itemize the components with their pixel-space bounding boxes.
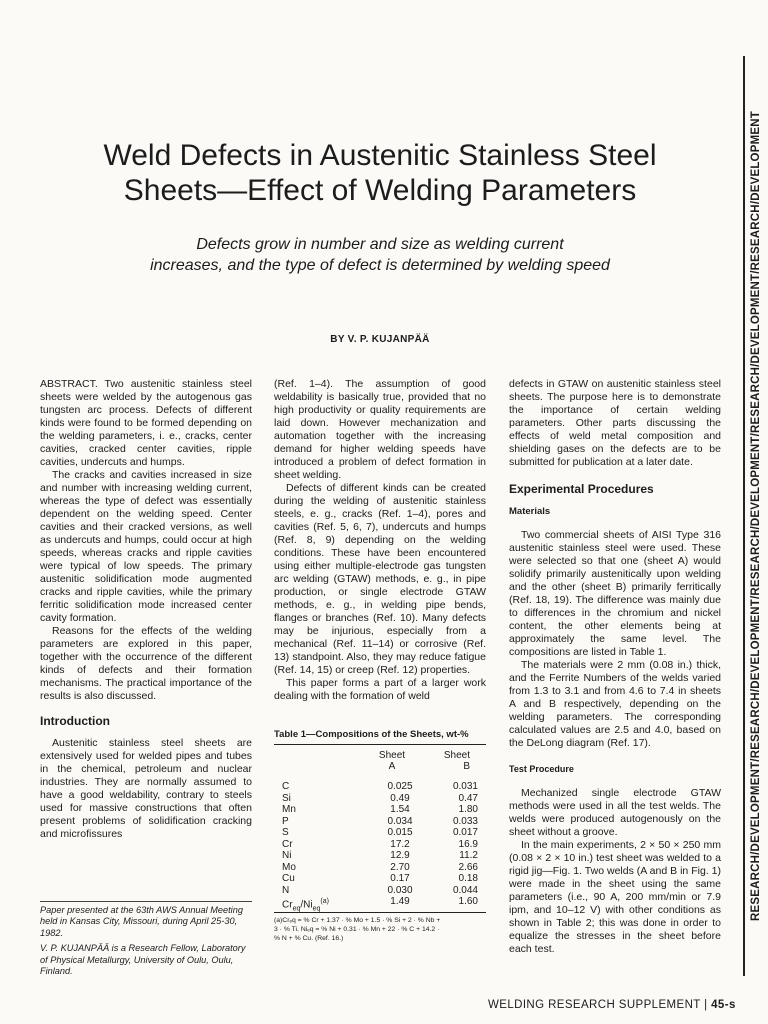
- subtitle-line-1: Defects grow in number and size as welding current: [196, 236, 564, 253]
- table-cell-sheet-a: 0.034: [387, 815, 413, 827]
- table-cell-sheet-a: 0.025: [387, 781, 413, 792]
- table-row: [274, 827, 486, 839]
- table-row: [274, 781, 486, 793]
- table-cell-sheet-b: 2.66: [458, 861, 478, 873]
- table-cell-sheet-a: 1.54: [390, 804, 410, 815]
- table-1-header: [274, 750, 486, 772]
- table-cell-sheet-a: 0.015: [387, 827, 413, 838]
- table-cell-sheet-b: 1.80: [458, 804, 478, 815]
- table-cell-sheet-a: 0.17: [390, 873, 410, 884]
- materials-paragraph-2: The materials were 2 mm (0.08 in.) thick, and the Ferrite Numbers of the welds varied from 1.3 to 3.1 and from 4.6 to 7.4 in sheets A and B respectively, depending on the welding parameters. The corresponding calculated values are 2.5 and 4.0, based on the DeLong diagram (Ref. 17).: [509, 659, 721, 749]
- table-cell-sheet-a: 1.49: [390, 896, 410, 907]
- test-procedure-paragraph-2: In the main experiments, 2 × 50 × 250 mm (0.08 × 2 × 10 in.) test sheet was welded to a rigid jig—Fig. 1. Two welds (A and B in Fig. 1) were made in the sheet using the same parameters (i.e., 90 A, 200 mm/min or 7.9 ipm, and 10–12 V) with other conditions as shown in Table 2; this was done in order to equalize the stresses in the sheet before each test.: [509, 839, 721, 955]
- table-cell-element: S: [282, 827, 289, 838]
- table-row: [274, 816, 486, 828]
- table-1: [274, 729, 486, 943]
- author-footnote: [40, 901, 252, 981]
- page-number: 45-s: [711, 999, 736, 1011]
- column-3: [509, 378, 721, 956]
- table-row: [274, 862, 486, 874]
- table-cell-sheet-a: 12.9: [390, 850, 410, 861]
- header-sheet-b-label: Sheet: [443, 750, 470, 761]
- table-row: [274, 873, 486, 885]
- table-cell-sheet-a: 17.2: [390, 838, 410, 850]
- table-cell-sheet-a: 0.030: [387, 884, 413, 896]
- table-cell-sheet-b: 0.47: [458, 792, 478, 804]
- table-row: [274, 804, 486, 816]
- table-cell-sheet-b: 0.18: [458, 873, 478, 884]
- test-procedure-paragraph-1: Mechanized single electrode GTAW methods were used in all the test welds. The welds were produced autogenously on the sheet without a groove.: [509, 787, 721, 838]
- article-subtitle: [80, 234, 680, 276]
- ratio-sub-1: eq: [292, 905, 301, 913]
- table-cell-sheet-b: 1.60: [458, 896, 478, 907]
- table-cell-element: C: [282, 781, 290, 792]
- table-cell-sheet-b: 11.2: [459, 850, 478, 861]
- table-cell-sheet-b: 0.017: [452, 827, 478, 838]
- table-1-header-sheet-a: [364, 750, 420, 772]
- body-paragraph-col2-3: This paper forms a part of a larger work dealing with the formation of weld: [274, 677, 486, 702]
- ratio-label: Cr: [282, 899, 293, 911]
- footnote-affiliation: V. P. KUJANPÄÄ is a Research Fellow, Laboratory of Physical Metallurgy, University of Oulu, Oulu, Finland.: [40, 943, 246, 977]
- column-1: [40, 378, 252, 841]
- table-cell-element: Mn: [282, 804, 296, 815]
- body-paragraph-col2-1: (Ref. 1–4). The assumption of good weldability is basically true, provided that no high productivity or quality requirements are laid down. However mechanization and automation together with the increasing demand for higher welding speeds have introduced a problem of defect formation in sheet welding.: [274, 378, 486, 481]
- table-1-title: Table 1—Compositions of the Sheets, wt-%: [274, 729, 469, 740]
- table-cell-sheet-b: 16.9: [458, 838, 478, 850]
- ratio-mid: /Ni: [300, 899, 313, 911]
- table-row: [274, 850, 486, 862]
- subtitle-line-2: increases, and the type of defect is determined by welding speed: [150, 257, 610, 274]
- experimental-procedures-heading: Experimental Procedures: [509, 482, 654, 496]
- test-procedure-subheading: Test Procedure: [509, 764, 574, 774]
- table-1-top-rule: [274, 744, 486, 745]
- header-sheet-a-letter: A: [388, 761, 396, 772]
- table-cell-sheet-b: 0.031: [452, 781, 478, 792]
- table-row: [274, 839, 486, 851]
- table-cell-element: Mo: [282, 861, 296, 873]
- author-byline: BY V. P. KUJANPÄÄ: [330, 334, 430, 345]
- footer-journal-name: WELDING RESEARCH SUPPLEMENT: [488, 999, 701, 1011]
- table-cell-sheet-a: 0.49: [390, 792, 410, 804]
- table-1-header-sheet-b: [420, 750, 470, 772]
- table-cell-sheet-b: 0.033: [452, 815, 478, 827]
- table-cell-element: [274, 896, 372, 913]
- materials-paragraph-1: Two commercial sheets of AISI Type 316 austenitic stainless steel were used. These were selected so that one (sheet A) would solidify primarily austenitically upon welding and the other (sheet B) primarily ferritically (Ref. 18, 19). The difference was mainly due to differences in the chromium and nickel content, the other elements being at approximately the same level. The compositions are listed in Table 1.: [509, 529, 721, 658]
- table-row: [274, 885, 486, 897]
- table-1-header-element: [274, 750, 364, 772]
- running-footer: [488, 999, 736, 1011]
- table-cell-element: P: [282, 815, 289, 827]
- table-cell-element: Si: [282, 792, 291, 804]
- body-paragraph-col3-1: defects in GTAW on austenitic stainless steel sheets. The purpose here is to demonstrate the importance of certain welding parameters. Other parts discussing the effects of weld metal composition and shielding gases on the defects are to be submitted for publication at a later date.: [509, 378, 721, 468]
- abstract-paragraph-2: The cracks and cavities increased in size and number with increasing welding current, whereas the type of defect was essentially dependent on the welding speed. Center cavities and their cracked versions, as well as undercuts and humps, could occur at high speeds, whereas cracks and ripple cavities were typical of low speeds. The primary austenitic solidification mode augmented cracks and ripple cavities, while the primary ferritic solidification mode increased center cavity formation.: [40, 469, 252, 624]
- table-cell-element: Cu: [282, 873, 295, 884]
- ratio-footnote-mark: (a): [320, 898, 329, 905]
- table-cell-sheet-b: 0.044: [452, 884, 478, 896]
- table-cell-sheet-a: 2.70: [390, 861, 410, 873]
- ratio-sub-2: eq: [312, 905, 321, 913]
- footnote-meeting: Paper presented at the 63th AWS Annual Meeting held in Kansas City, Missouri, during April 25-30, 1982.: [40, 905, 243, 938]
- article-title: [60, 138, 700, 208]
- abstract-paragraph-3: Reasons for the effects of the welding parameters are explored in this paper, together with the occurrence of the different kinds of defects and their formation mechanisms. The practical importance of the results is also discussed.: [40, 625, 252, 702]
- table-footnote-line-2: 3 · % Ti. Niₑq = % Ni + 0.31 · % Mn + 22 · % C + 14.2 ·: [274, 925, 440, 933]
- table-cell-element: Cr: [282, 838, 293, 850]
- introduction-paragraph-1: Austenitic stainless steel sheets are extensively used for welded pipes and tubes in the chemical, petroleum and nuclear industries. They are normally assumed to have a good weldability, contrary to steels used for massive constructions that often present problems of solidification cracking and microfissures: [40, 737, 252, 840]
- body-paragraph-col2-2: Defects of different kinds can be created during the welding of austenitic stainless steels, e. g., cracks (Ref. 1–4), pores and cavities (Ref. 5, 6, 7), undercuts and humps (Ref. 8, 9) depending on the welding conditions. These have been encountered using either multiple-electrode gas tungsten arc welding (GTAW) methods, e. g., in pipe production, or single electrode GTAW methods, e. g., in welding pipe bends, flanges or branches (Ref. 10). Many defects may be injurious, especially from a mechanical (Ref. 11–14) or corrosive (Ref. 13) standpoint. Also, they may reduce fatigue (Ref. 14, 15) or creep (Ref. 12) properties.: [274, 482, 486, 676]
- table-1-footnote: [274, 912, 486, 943]
- header-sheet-a-label: Sheet: [378, 750, 406, 761]
- materials-subheading: Materials: [509, 506, 551, 517]
- section-side-banner: RESEARCH/DEVELOPMENT/RESEARCH/DEVELOPMENT/RESEARCH/DEVELOPMENT/RESEARCH/DEVELOPMENT/RESEARCH/DEVELOPMENT: [750, 111, 762, 921]
- table-cell-element: N: [282, 884, 290, 896]
- abstract-paragraph-1: ABSTRACT. Two austenitic stainless steel sheets were welded by the autogenous gas tungsten arc process. Defects of different kinds were found to be formed depending on the welding parameters, i. e., cracks, center cavities, cracked center cavities, ripple cavities, undercuts and humps.: [40, 378, 252, 468]
- table-row: [274, 793, 486, 805]
- table-footnote-line-1: (a)Crₑq = % Cr + 1.37 · % Mo + 1.5 · % Si + 2 · % Nb +: [274, 916, 441, 924]
- table-1-body: [274, 781, 486, 896]
- column-2: [274, 378, 486, 703]
- table-row-ratio: [274, 896, 486, 913]
- title-line-1: Weld Defects in Austenitic Stainless Steel: [103, 139, 657, 172]
- introduction-heading: Introduction: [40, 714, 110, 728]
- table-footnote-line-3: % N + % Cu. (Ref. 16.): [274, 934, 344, 942]
- footer-separator: |: [704, 999, 708, 1011]
- title-line-2: Sheets—Effect of Welding Parameters: [123, 174, 637, 207]
- header-sheet-b-letter: B: [463, 761, 470, 772]
- table-cell-element: Ni: [282, 850, 292, 861]
